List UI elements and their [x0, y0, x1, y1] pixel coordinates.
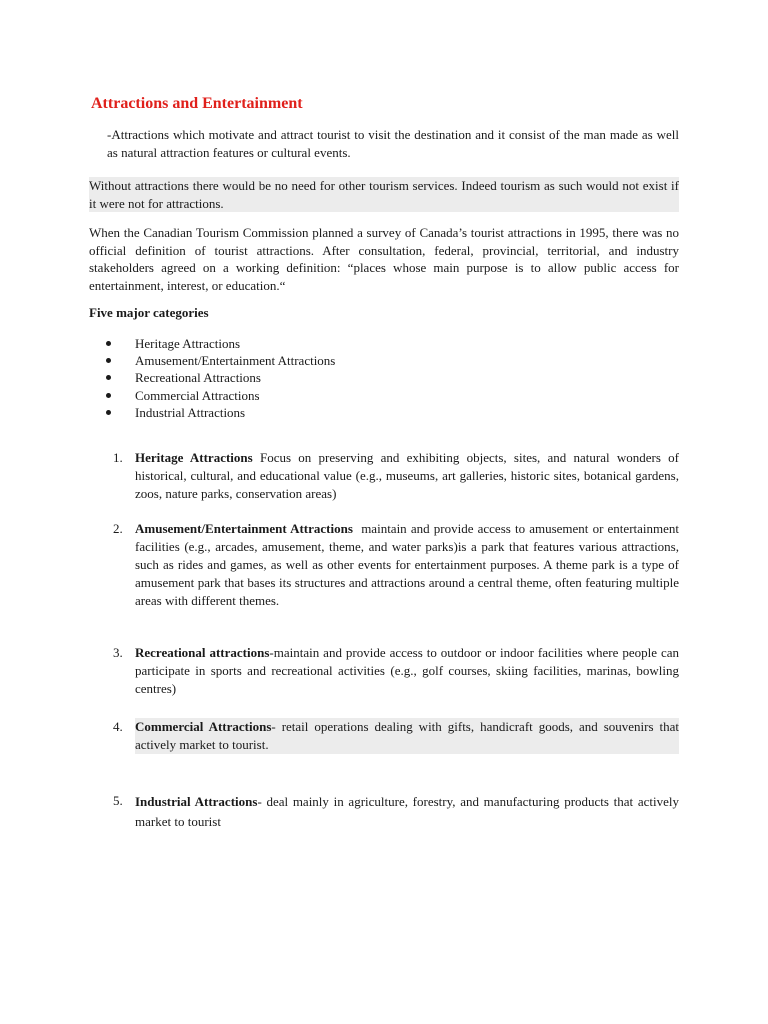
item-number: 2.: [113, 521, 123, 536]
bullet-dot-icon: [106, 358, 111, 363]
item-term: Recreational attractions: [135, 645, 270, 660]
item-text: - retail operations dealing with gifts, handicraft goods, and souvenirs that actively market to tourist.: [135, 719, 679, 752]
bullet-item: [89, 404, 589, 421]
definition-paragraph: When the Canadian Tourism Commission planned a survey of Canada’s tourist attractions in 1995, there was no official definition of tourist attractions. After consultation, federal, provincial, territorial, and industry stakeholders agreed on a working definition: “places whose main purpose is to allow public access for entertainment, interest, or education.“: [89, 225, 679, 293]
item-body: [135, 792, 679, 832]
bullet-label: Industrial Attractions: [135, 404, 246, 420]
item-term: Commercial Attractions: [135, 719, 272, 734]
categories-heading: Five major categories: [89, 305, 209, 320]
bullet-label: Heritage Attractions: [135, 336, 241, 351]
bullet-dot-icon: [106, 375, 111, 380]
bullet-label: Recreational Attractions: [135, 370, 261, 386]
bullet-item: [89, 352, 589, 369]
bullet-dot-icon: [106, 341, 111, 346]
item-body: [135, 718, 679, 754]
item-text: maintain and provide access to amusement or entertainment facilities (e.g., arcades, amusement, theme, and water parks)is a park that features various attractions, such as rides and games, as well as other events for entertainment purposes. A theme park is a type of amusement park that bases its structures and attractions around a central theme, often featuring multiple areas with different themes.: [135, 521, 683, 608]
bullet-dot-icon: [106, 410, 111, 415]
item-term: Amusement/Entertainment Attractions: [135, 521, 353, 536]
item-number: 5.: [113, 793, 123, 808]
bullet-label: Commercial Attractions: [135, 387, 260, 403]
bullet-item: [89, 387, 589, 404]
item-body: [135, 520, 683, 610]
bullet-dot-icon: [106, 393, 111, 398]
highlighted-paragraph: Without attractions there would be no need for other tourism services. Indeed tourism as such would not exist if it were not for attractions.: [89, 178, 679, 211]
item-text: -maintain and provide access to outdoor or indoor facilities where people can participate in sports and recreational activities (e.g., golf courses, skiing facilities, marinas, bowling centres): [135, 645, 679, 696]
page-title: Attractions and Entertainment: [91, 95, 303, 112]
bullet-label: Amusement/Entertainment Attractions: [135, 353, 336, 369]
bullet-item: [89, 369, 589, 386]
item-body: [135, 644, 679, 698]
item-text: - deal mainly in agriculture, forestry, and manufacturing products that actively market to tourist: [135, 794, 679, 829]
item-body: [135, 449, 679, 503]
bullet-item: [89, 335, 589, 352]
item-term: Heritage Attractions: [135, 450, 253, 465]
category-bullet-list: [89, 335, 589, 421]
item-text: Focus on preserving and exhibiting objects, sites, and natural wonders of historical, cultural, and educational value (e.g., museums, art galleries, historic sites, botanical gardens, zoos, nature parks, conservation areas): [135, 450, 679, 501]
item-term: Industrial Attractions: [135, 794, 258, 809]
item-number: 1.: [113, 450, 123, 465]
item-number: 3.: [113, 645, 123, 660]
item-number: 4.: [113, 719, 123, 734]
intro-paragraph: -Attractions which motivate and attract tourist to visit the destination and it consist of the man made as well as natural attraction features or cultural events.: [107, 127, 679, 160]
